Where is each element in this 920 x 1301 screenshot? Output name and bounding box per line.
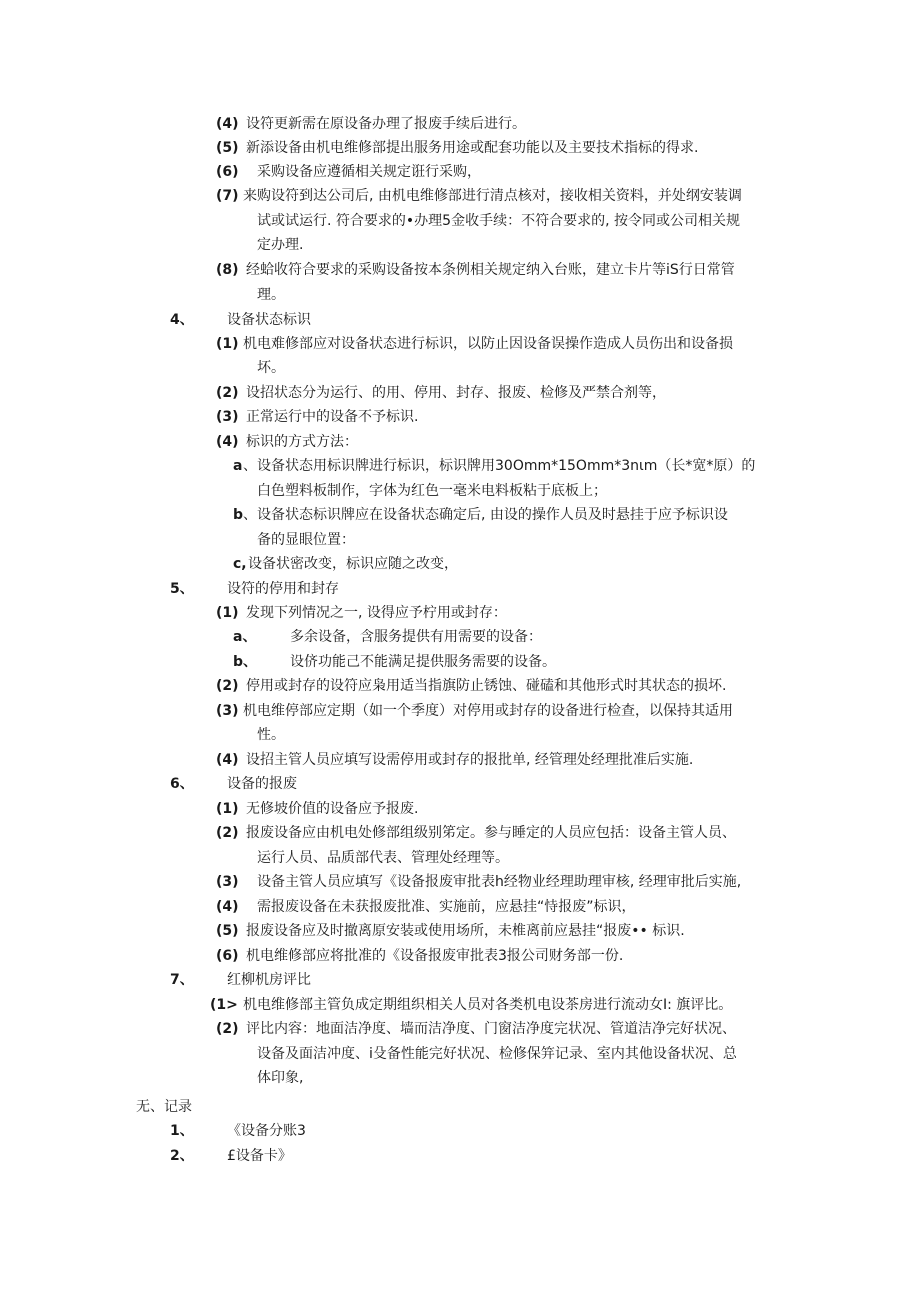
sub-item-text: 、设备状态用标识牌进行标识，标识牌用30Omm*15Omm*3nιm（长*宽*原）的 bbox=[243, 458, 756, 474]
record-text: 《设备分账3 bbox=[227, 1123, 306, 1139]
item-number: (2) bbox=[216, 385, 239, 401]
item-text: 正常运行中的设备不予标识. bbox=[246, 409, 419, 425]
sub-item-text: 、设备状态标识牌应在设备状态确定后, 由设的操作人员及时悬挂于应予标识设 bbox=[243, 507, 728, 523]
item-text: 停用或封存的设符应枭用适当指旗防止锈蚀、碰磕和其他形式时其状态的损坏. bbox=[246, 678, 727, 694]
item-text: 采购设备应遵循相关规定诳行采购， bbox=[257, 164, 481, 180]
item-text-continued: 定办理. bbox=[257, 237, 304, 253]
sub-item-text-continued: 备的显眼位置： bbox=[257, 532, 355, 548]
item-number: (8) bbox=[216, 262, 239, 278]
item-text-continued: 体印象, bbox=[257, 1070, 304, 1086]
item-text: 报废设备应由机电处修部组级别笫定。参与睡定的人员应包括：设备主管人员、 bbox=[246, 825, 736, 841]
item-number: (2) bbox=[216, 825, 239, 841]
item-number: (5) bbox=[216, 923, 239, 939]
sub-item-label: c, bbox=[233, 556, 247, 572]
item-number: (4) bbox=[216, 752, 239, 768]
item-text-continued: 坏。 bbox=[257, 360, 285, 376]
item-text: 新添设备由机电维修部提出服务用途或配套功能以及主要技术指标的得求. bbox=[246, 140, 699, 156]
item-number: (1) bbox=[216, 801, 239, 817]
item-number: (4) bbox=[216, 116, 239, 132]
item-text-continued: 性。 bbox=[257, 727, 285, 743]
item-number: (4) bbox=[216, 434, 239, 450]
item-text: 机电维停部应定期（如一个季度）对停用或封存的设备进行检查，以保持其适用 bbox=[243, 703, 733, 719]
sub-item-text: 多余设备，含服务提供有用需要的设备： bbox=[290, 629, 542, 645]
record-number: 1、 bbox=[170, 1123, 194, 1139]
sub-item-text: 设备状密改变，标识应随之改变， bbox=[248, 556, 458, 572]
item-text: 机电维修部主管负成定期组织相关人员对各类机电设茶房进行流动女I: 旗评比。 bbox=[243, 997, 733, 1013]
item-text: 经蛤收符合要求的采购设备按本条例相关规定纳入台账，建立卡片等iS行日常管 bbox=[246, 262, 735, 278]
item-text: 发现下列情况之一, 设得应予柠用或封存： bbox=[246, 605, 507, 621]
item-number: (4) bbox=[216, 899, 239, 915]
record-number: 2、 bbox=[170, 1148, 194, 1164]
item-number: (3) bbox=[216, 703, 239, 719]
sub-item-label: b bbox=[233, 507, 244, 523]
item-text: 无修坡价值的设备应予报废. bbox=[246, 801, 419, 817]
section-number: 4、 bbox=[170, 312, 194, 328]
item-number: (1) bbox=[216, 605, 239, 621]
sub-item-label: a、 bbox=[233, 629, 257, 645]
item-number: (3) bbox=[216, 409, 239, 425]
item-text-continued: 设备及面洁冲度、i殳备性能完好状况、检修保笄记录、室内其他设备状况、总 bbox=[257, 1046, 737, 1062]
item-text: 评比内容：地面洁净度、墙而洁净度、门窗洁净度完状况、管道洁净完好状况、 bbox=[246, 1021, 736, 1037]
sub-item-label: a bbox=[233, 458, 243, 474]
item-number: (7) bbox=[216, 188, 239, 204]
item-text: 来购设符到达公司后, 由机电维修部进行清点核对，接收相关资料，并处纲安装调 bbox=[243, 188, 742, 204]
item-number: (1> bbox=[210, 997, 238, 1013]
section-title: 设备的报废 bbox=[227, 776, 297, 792]
item-number: (3) bbox=[216, 874, 239, 890]
item-number: (5) bbox=[216, 140, 239, 156]
sub-item-label: b、 bbox=[233, 654, 258, 670]
sub-item-text-continued: 白色塑料板制作，字体为红色一毫米电料板粘于底板上； bbox=[257, 483, 607, 499]
section-title: 红柳机房评比 bbox=[227, 972, 311, 988]
sub-item-text: 设侪功能己不能满足提供服务需要的设备。 bbox=[290, 654, 556, 670]
item-text-continued: 试或试运行. 符合要求的•办理5金收手续：不符合要求的, 按令同或公司相关规 bbox=[257, 213, 740, 229]
item-text-continued: 运行人员、品质部代表、管理处经理等。 bbox=[257, 850, 509, 866]
item-number: (2) bbox=[216, 1021, 239, 1037]
item-text: 设符更新需在原设备办理了报废手续后进行。 bbox=[246, 116, 526, 132]
item-text: 需报废设备在未获报废批准、实施前，应悬挂“恃报废”标识， bbox=[257, 899, 636, 915]
item-text: 机电维修部应将批准的《设备报废审批表3报公司财务部一份. bbox=[246, 948, 624, 964]
item-text-continued: 理。 bbox=[257, 287, 285, 303]
item-text: 设备主管人员应填写《设备报废审批表h经物业经理助理审核, 经理审批后实施, bbox=[257, 874, 742, 890]
section-title: 设备状态标识 bbox=[227, 312, 311, 328]
item-text: 标识的方式方法： bbox=[246, 434, 358, 450]
section-number: 5、 bbox=[170, 581, 194, 597]
item-text: 报废设备应及时撤离原安装或使用场所，未椎离前应悬挂“报废•• 标识. bbox=[246, 923, 685, 939]
section-title: 设符的停用和封存 bbox=[227, 581, 339, 597]
section-number: 7、 bbox=[170, 972, 194, 988]
item-text: 机电难修部应对设备状态进行标识，以防止因设备误操作造成人员伤出和设备损 bbox=[243, 336, 733, 352]
item-text: 设招主管人员应填写设需停用或封存的报批单, 经管理处经理批准后实施. bbox=[246, 752, 694, 768]
item-number: (6) bbox=[216, 948, 239, 964]
records-heading: 无、记录 bbox=[136, 1099, 192, 1115]
section-number: 6、 bbox=[170, 776, 194, 792]
item-number: (2) bbox=[216, 678, 239, 694]
item-text: 设招状态分为运行、的用、停用、封存、报废、检修及严禁合剂等， bbox=[246, 385, 666, 401]
item-number: (6) bbox=[216, 164, 239, 180]
item-number: (1) bbox=[216, 336, 239, 352]
record-text: £设备卡》 bbox=[227, 1148, 292, 1164]
